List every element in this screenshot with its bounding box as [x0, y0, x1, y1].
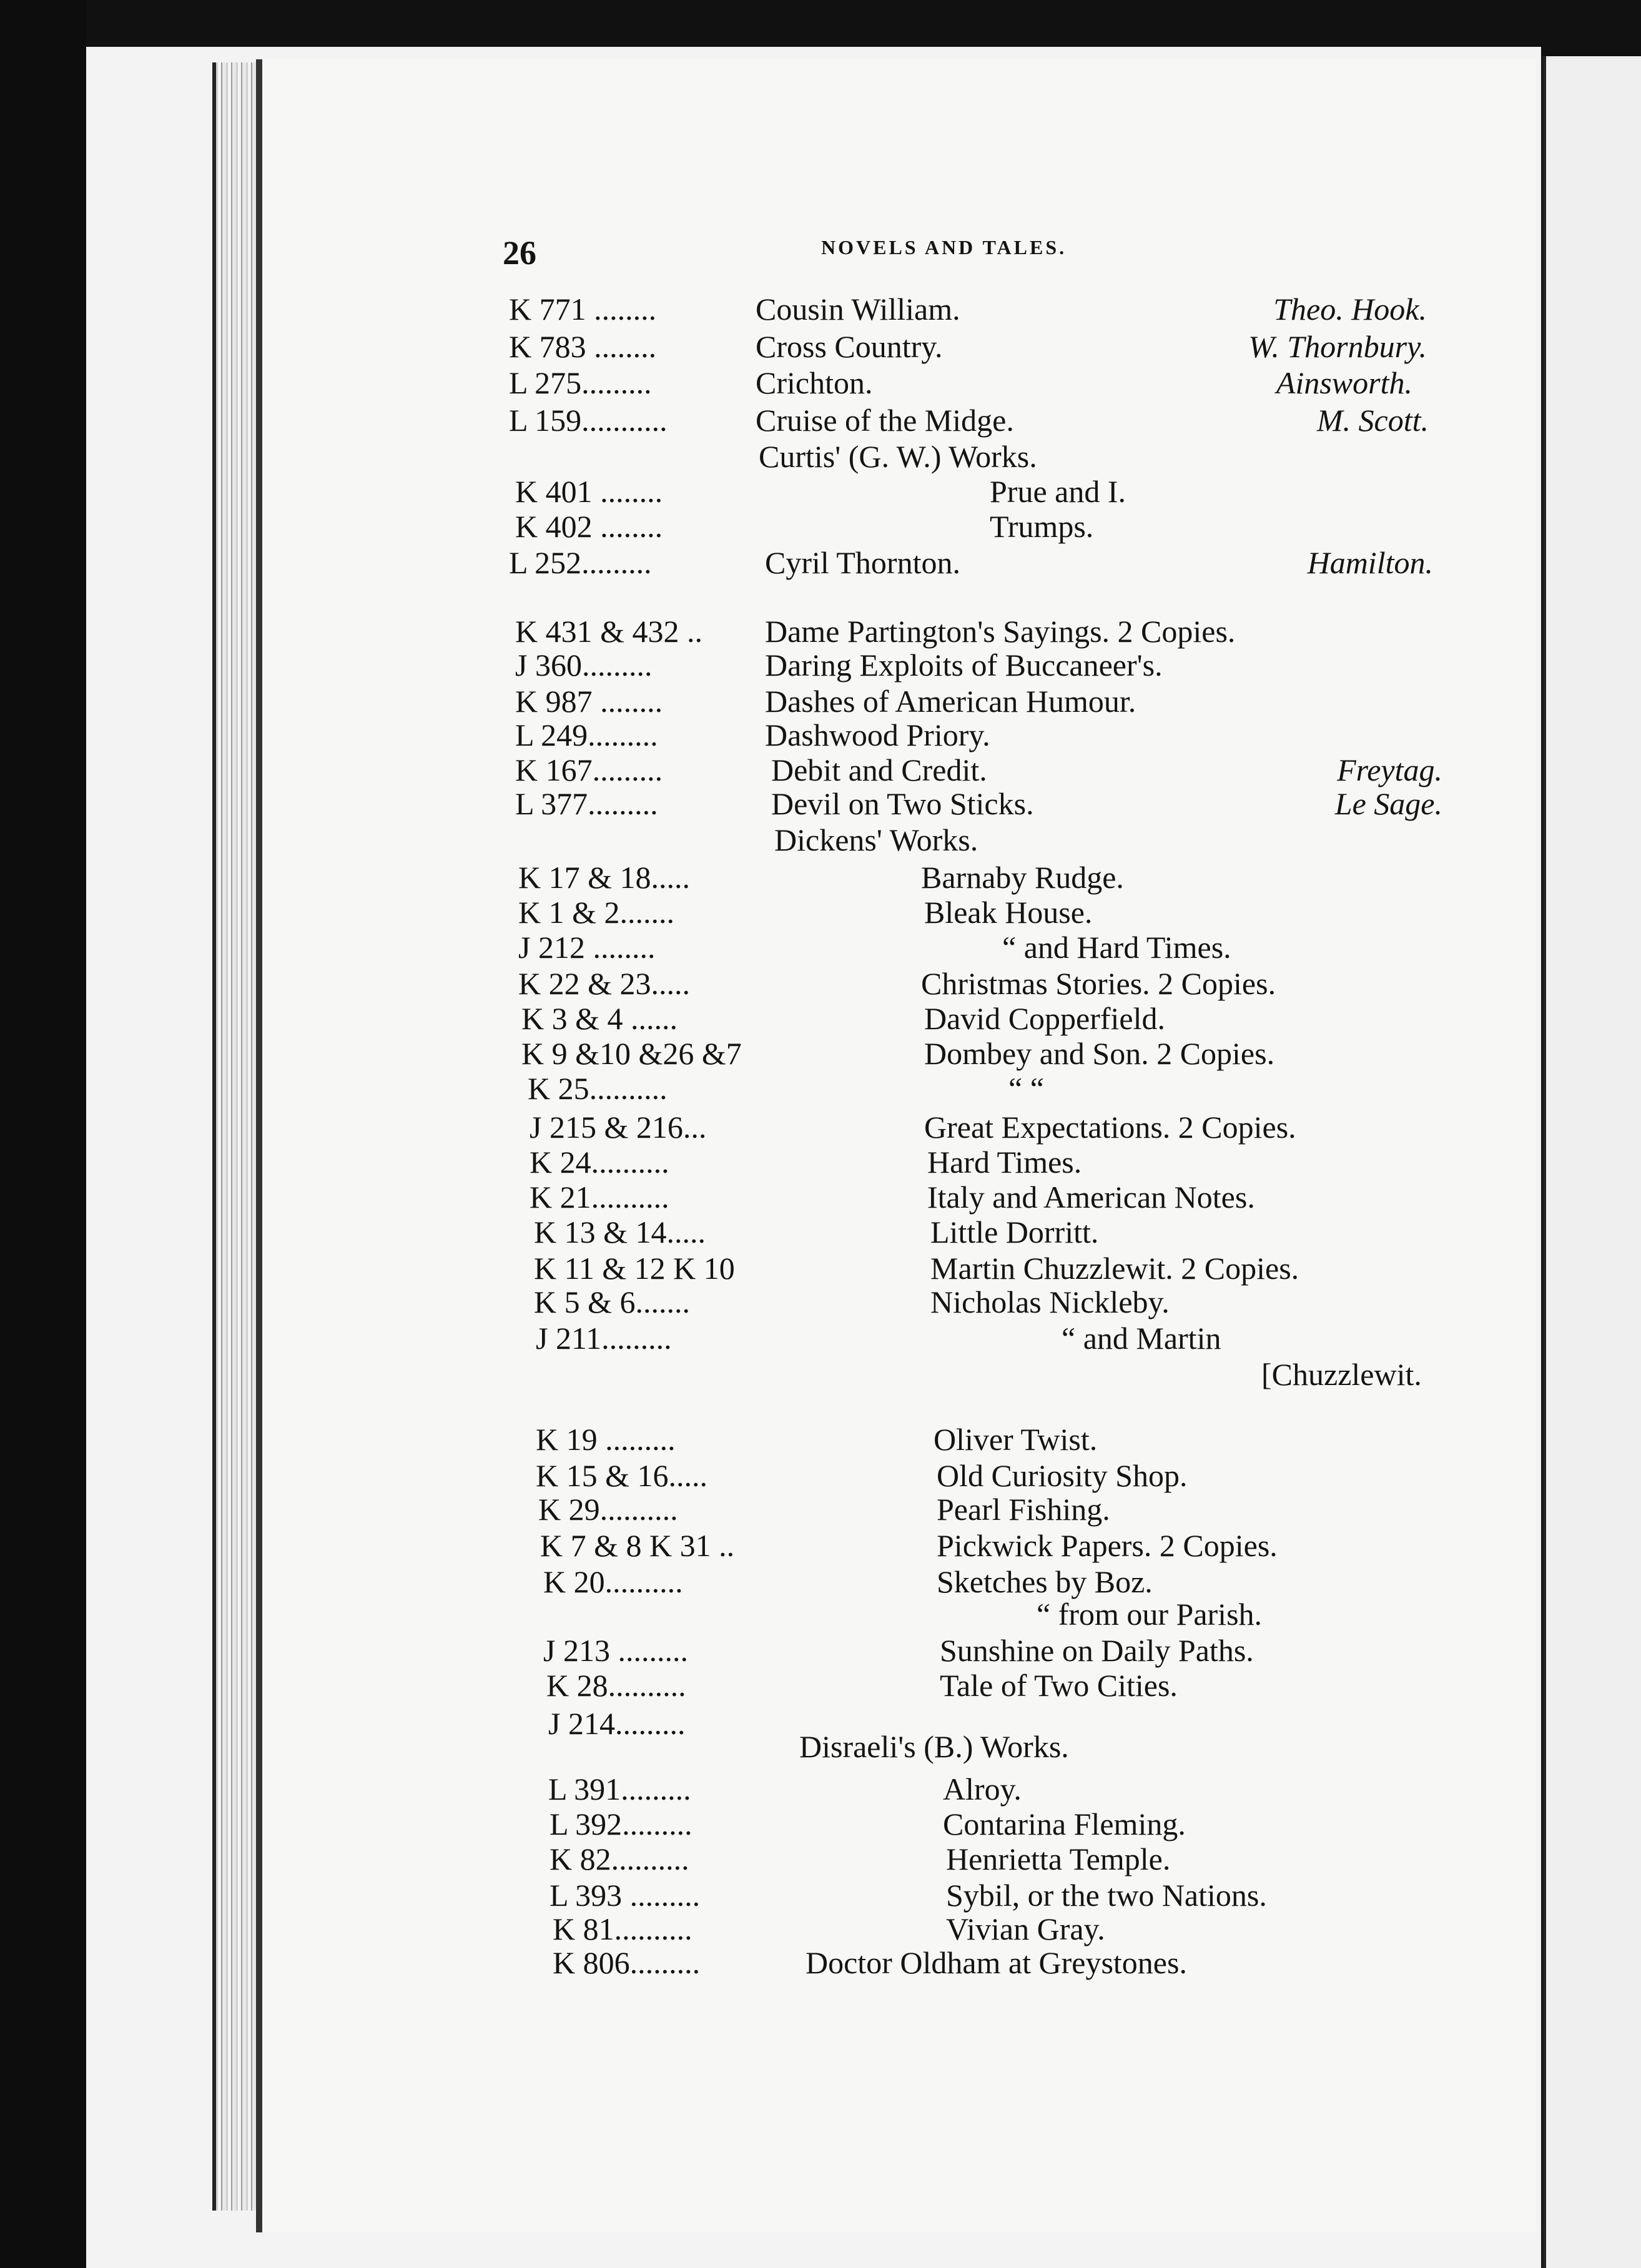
call-number: K 17 & 18.....: [518, 860, 690, 895]
call-number: L 391.........: [548, 1772, 691, 1807]
book-title: Dombey and Son. 2 Copies.: [924, 1036, 1275, 1071]
book-title: Cruise of the Midge.: [756, 403, 1014, 438]
book-title: Oliver Twist.: [934, 1422, 1098, 1457]
book-title: [Chuzzlewit.: [1261, 1357, 1422, 1392]
call-number: L 377.........: [515, 786, 658, 821]
call-number: K 167.........: [515, 752, 663, 787]
book-title: Cyril Thornton.: [765, 545, 960, 580]
book-title: Sunshine on Daily Paths.: [940, 1633, 1254, 1668]
book-title: Trumps.: [990, 509, 1094, 544]
call-number: K 19 .........: [536, 1422, 676, 1457]
book-title: Prue and I.: [990, 474, 1126, 509]
call-number: K 15 & 16.....: [536, 1458, 707, 1493]
call-number: J 215 & 216...: [530, 1110, 707, 1145]
author-name: M. Scott.: [1316, 403, 1429, 438]
call-number: J 211.........: [536, 1321, 672, 1356]
page-number: 26: [503, 234, 536, 272]
call-number: L 393 .........: [549, 1878, 701, 1913]
call-number: K 11 & 12 K 10: [534, 1251, 735, 1286]
author-name: Le Sage.: [1334, 786, 1442, 821]
book-title: Contarina Fleming.: [943, 1807, 1186, 1842]
book-title: “ from our Parish.: [1037, 1597, 1263, 1632]
call-number: K 806.........: [553, 1945, 701, 1980]
call-number: J 360.........: [515, 648, 653, 683]
call-number: K 24..........: [530, 1145, 669, 1180]
book-title: “ “: [1008, 1071, 1044, 1106]
call-number: K 1 & 2.......: [518, 895, 674, 930]
book-title: Old Curiosity Shop.: [937, 1458, 1188, 1493]
call-number: K 771 ........: [509, 292, 657, 327]
book-title: Devil on Two Sticks.: [771, 786, 1034, 821]
call-number: K 402 ........: [515, 509, 663, 544]
call-number: K 82..........: [549, 1842, 689, 1876]
call-number: K 7 & 8 K 31 ..: [540, 1528, 735, 1563]
book-title: Crichton.: [756, 365, 873, 400]
book-title: Martin Chuzzlewit. 2 Copies.: [930, 1251, 1299, 1286]
call-number: K 22 & 23.....: [518, 966, 690, 1001]
call-number: K 13 & 14.....: [534, 1215, 706, 1250]
book-title: Hard Times.: [927, 1145, 1082, 1180]
call-number: K 81..........: [553, 1911, 692, 1946]
book-title: Christmas Stories. 2 Copies.: [921, 966, 1276, 1001]
book-title: Bleak House.: [924, 895, 1093, 930]
call-number: K 9 &10 &26 &7: [521, 1036, 742, 1071]
call-number: K 21..........: [530, 1180, 669, 1215]
call-number: L 275.........: [509, 365, 652, 400]
call-number: J 213 .........: [543, 1633, 688, 1668]
book-title: Vivian Gray.: [946, 1911, 1105, 1946]
call-number: K 20..........: [543, 1564, 683, 1599]
call-number: L 392.........: [549, 1807, 692, 1842]
book-title: Dashes of American Humour.: [765, 684, 1136, 719]
book-title: Alroy.: [943, 1772, 1022, 1807]
book-title: Tale of Two Cities.: [940, 1668, 1178, 1703]
call-number: K 3 & 4 ......: [521, 1001, 678, 1036]
scan-dark-margin: [0, 0, 86, 2268]
call-number: K 987 ........: [515, 684, 663, 719]
call-number: K 5 & 6.......: [534, 1284, 690, 1319]
book-title: Doctor Oldham at Greystones.: [806, 1945, 1187, 1980]
book-title: Henrietta Temple.: [946, 1842, 1171, 1876]
book-title: Italy and American Notes.: [927, 1180, 1255, 1215]
running-head: NOVELS AND TALES.: [821, 236, 1067, 259]
book-title: Great Expectations. 2 Copies.: [924, 1110, 1296, 1145]
book-title: Pearl Fishing.: [937, 1492, 1110, 1527]
book-title: Debit and Credit.: [771, 752, 987, 787]
book-title: Pickwick Papers. 2 Copies.: [937, 1528, 1278, 1563]
call-number: L 252.........: [509, 545, 652, 580]
book-title: Nicholas Nickleby.: [930, 1284, 1170, 1319]
author-name: W. Thornbury.: [1248, 329, 1427, 364]
author-name: Hamilton.: [1307, 545, 1433, 580]
book-title: Dickens' Works.: [774, 822, 978, 857]
book-title: Curtis' (G. W.) Works.: [759, 439, 1037, 474]
book-title: “ and Hard Times.: [1002, 930, 1231, 965]
book-title: Dashwood Priory.: [765, 717, 990, 752]
book-title: Daring Exploits of Buccaneer's.: [765, 648, 1163, 683]
call-number: L 249.........: [515, 717, 658, 752]
call-number: K 28..........: [546, 1668, 686, 1703]
author-name: Ainsworth.: [1276, 365, 1412, 400]
call-number: K 29..........: [538, 1492, 678, 1527]
book-title: Barnaby Rudge.: [921, 860, 1124, 895]
call-number: K 25..........: [528, 1071, 668, 1106]
book-title: Little Dorritt.: [930, 1215, 1099, 1250]
author-name: Freytag.: [1337, 752, 1442, 787]
book-title: Dame Partington's Sayings. 2 Copies.: [765, 614, 1236, 649]
book-title: Sybil, or the two Nations.: [946, 1878, 1267, 1913]
facing-page-strip: [1542, 56, 1641, 2268]
book-title: Disraeli's (B.) Works.: [799, 1729, 1069, 1764]
call-number: K 783 ........: [509, 329, 657, 364]
book-title: Cross Country.: [756, 329, 943, 364]
call-number: K 401 ........: [515, 474, 663, 509]
book-title: Cousin William.: [756, 292, 960, 327]
call-number: L 159...........: [509, 403, 668, 438]
book-title: “ and Martin: [1062, 1321, 1221, 1356]
call-number: K 431 & 432 ..: [515, 614, 702, 649]
call-number: J 214.........: [548, 1706, 686, 1741]
author-name: Theo. Hook.: [1273, 292, 1427, 327]
book-title: Sketches by Boz.: [937, 1564, 1153, 1599]
book-title: David Copperfield.: [924, 1001, 1166, 1036]
call-number: J 212 ........: [518, 930, 656, 965]
